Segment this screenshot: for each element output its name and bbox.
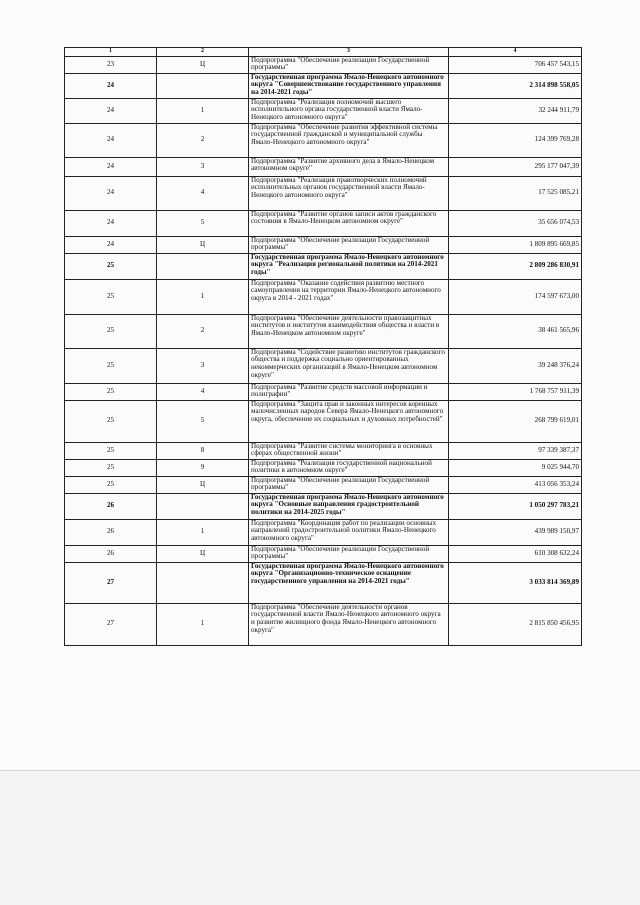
subprogram-code-cell: 3 — [157, 157, 249, 176]
program-number-cell: 25 — [65, 476, 157, 493]
table-row — [65, 562, 582, 603]
name-cell: Подпрограмма "Обеспечение реализации Государственной программы" — [249, 236, 449, 253]
program-number-cell: 26 — [65, 545, 157, 562]
name-cell: Подпрограмма "Обеспечение деятельности правозащитных институтов и институтов взаимодействия общества и власти в Ямало-Ненецком автономном округе" — [249, 314, 449, 348]
subprogram-code-cell: Ц — [157, 545, 249, 562]
amount-cell: 706 457 543,15 — [449, 56, 582, 73]
budget-table — [64, 47, 582, 646]
name-cell: Подпрограмма "Развитие органов записи актов гражданского состояния в Ямало-Ненецком автономном округе" — [249, 210, 449, 236]
subprogram-code-cell: 8 — [157, 442, 249, 459]
subprogram-code-cell: 4 — [157, 176, 249, 210]
program-number-cell: 26 — [65, 493, 157, 519]
name-cell: Подпрограмма "Обеспечение реализации Государственной программы" — [249, 56, 449, 73]
program-number-cell: 25 — [65, 279, 157, 314]
subprogram-code-cell: 2 — [157, 123, 249, 157]
subprogram-code-cell: 5 — [157, 400, 249, 442]
program-number-cell: 25 — [65, 400, 157, 442]
program-number-cell: 27 — [65, 603, 157, 645]
name-cell: Государственная программа Ямало-Ненецкого автономного округа "Реализация региональной политики на 2014-2021 годы" — [249, 253, 449, 279]
table-row — [65, 459, 582, 476]
amount-cell: 2 314 898 558,05 — [449, 73, 582, 98]
table-row — [65, 314, 582, 348]
name-cell: Подпрограмма "Содействие развитию институтов гражданского общества и поддержка социально ориентированных некоммерческих организаций в Ямало-Ненецком автономном округе" — [249, 348, 449, 383]
name-cell: Государственная программа Ямало-Ненецкого автономного округа "Совершенствование государственного управления на 2014-2021 годы" — [249, 73, 449, 98]
amount-cell: 32 244 911,79 — [449, 98, 582, 123]
table-row — [65, 545, 582, 562]
amount-cell: 97 339 387,37 — [449, 442, 582, 459]
program-number-cell: 25 — [65, 348, 157, 383]
table-row — [65, 98, 582, 123]
table-row — [65, 348, 582, 383]
amount-cell: 38 461 565,96 — [449, 314, 582, 348]
program-number-cell: 23 — [65, 56, 157, 73]
amount-cell: 295 177 047,39 — [449, 157, 582, 176]
name-cell: Подпрограмма "Реализация полномочий высшего исполнительного органа государственной власти Ямало-Ненецкого автономного округа" — [249, 98, 449, 123]
name-cell: Подпрограмма "Реализация правотворческих полномочий исполнительных органов государственной власти Ямало-Ненецкого автономного округа" — [249, 176, 449, 210]
subprogram-code-cell: 4 — [157, 383, 249, 400]
subprogram-code-cell — [157, 73, 249, 98]
subprogram-code-cell: Ц — [157, 56, 249, 73]
table-row — [65, 442, 582, 459]
table-row — [65, 383, 582, 400]
program-number-cell: 25 — [65, 442, 157, 459]
table-row — [65, 73, 582, 98]
table-row — [65, 210, 582, 236]
subprogram-code-cell: 9 — [157, 459, 249, 476]
table-row — [65, 476, 582, 493]
subprogram-code-cell: 1 — [157, 603, 249, 645]
amount-cell: 17 525 085,21 — [449, 176, 582, 210]
amount-cell: 124 399 769,28 — [449, 123, 582, 157]
name-cell: Государственная программа Ямало-Ненецкого автономного округа "Организационно-техническое оснащение государственного управления на 2014-2021 годы" — [249, 562, 449, 603]
table-row — [65, 603, 582, 645]
amount-cell: 268 799 619,01 — [449, 400, 582, 442]
header-cell: 1 — [65, 48, 157, 57]
table-row — [65, 157, 582, 176]
amount-cell: 439 989 150,97 — [449, 519, 582, 545]
subprogram-code-cell: 1 — [157, 519, 249, 545]
table-row — [65, 253, 582, 279]
table-row — [65, 56, 582, 73]
header-cell: 4 — [449, 48, 582, 57]
name-cell: Подпрограмма "Развитие архивного дела в Ямало-Ненецком автономном округе" — [249, 157, 449, 176]
table-row — [65, 236, 582, 253]
amount-cell: 413 056 353,24 — [449, 476, 582, 493]
name-cell: Подпрограмма "Развитие системы мониторинга в основных сферах общественной жизни" — [249, 442, 449, 459]
subprogram-code-cell: Ц — [157, 476, 249, 493]
program-number-cell: 24 — [65, 123, 157, 157]
amount-cell: 35 656 074,53 — [449, 210, 582, 236]
subprogram-code-cell — [157, 493, 249, 519]
subprogram-code-cell: 5 — [157, 210, 249, 236]
name-cell: Подпрограмма "Обеспечение реализации Государственной программы" — [249, 476, 449, 493]
name-cell: Подпрограмма "Обеспечение реализации Государственной программы" — [249, 545, 449, 562]
program-number-cell: 24 — [65, 157, 157, 176]
table-body — [65, 56, 582, 645]
program-number-cell: 26 — [65, 519, 157, 545]
subprogram-code-cell: 1 — [157, 98, 249, 123]
subprogram-code-cell: 3 — [157, 348, 249, 383]
table-row — [65, 493, 582, 519]
name-cell: Подпрограмма "Развитие средств массовой информации и полиграфии" — [249, 383, 449, 400]
program-number-cell: 25 — [65, 459, 157, 476]
name-cell: Подпрограмма "Координация работ по реализации основных направлений градостроительной политики Ямало-Ненецкого автономного округа" — [249, 519, 449, 545]
name-cell: Подпрограмма "Защита прав и законных интересов коренных малочисленных народов Севера Ямало-Ненецкого автономного округа, обеспечение их социальных и духовных потребностей" — [249, 400, 449, 442]
subprogram-code-cell: Ц — [157, 236, 249, 253]
program-number-cell: 24 — [65, 73, 157, 98]
program-number-cell: 25 — [65, 253, 157, 279]
header-cell: 3 — [249, 48, 449, 57]
program-number-cell: 25 — [65, 383, 157, 400]
program-number-cell: 24 — [65, 210, 157, 236]
page-edge — [0, 770, 640, 771]
subprogram-code-cell — [157, 253, 249, 279]
subprogram-code-cell: 2 — [157, 314, 249, 348]
amount-cell: 2 809 286 830,91 — [449, 253, 582, 279]
program-number-cell: 27 — [65, 562, 157, 603]
amount-cell: 610 308 632,24 — [449, 545, 582, 562]
name-cell: Государственная программа Ямало-Ненецкого автономного округа "Основные направления градостроительной политики на 2014-2025 годы" — [249, 493, 449, 519]
header-cell: 2 — [157, 48, 249, 57]
program-number-cell: 24 — [65, 176, 157, 210]
amount-cell: 2 815 850 456,95 — [449, 603, 582, 645]
table-row — [65, 123, 582, 157]
amount-cell: 174 597 673,00 — [449, 279, 582, 314]
amount-cell: 1 768 757 911,39 — [449, 383, 582, 400]
name-cell: Подпрограмма "Обеспечение деятельности органов государственной власти Ямало-Ненецкого автономного округа и развитие жилищного фонда Ямало-Ненецкого автономного округа" — [249, 603, 449, 645]
table-row — [65, 176, 582, 210]
table-row — [65, 400, 582, 442]
amount-cell: 1 050 297 783,21 — [449, 493, 582, 519]
amount-cell: 39 248 376,24 — [449, 348, 582, 383]
amount-cell: 1 809 895 669,85 — [449, 236, 582, 253]
program-number-cell: 25 — [65, 314, 157, 348]
name-cell: Подпрограмма "Оказание содействия развитию местного самоуправления на территории Ямало-Ненецкого автономного округа в 2014 - 2021 годах" — [249, 279, 449, 314]
name-cell: Подпрограмма "Реализация государственной национальной политики в автономном округе" — [249, 459, 449, 476]
header-row — [65, 48, 582, 57]
amount-cell: 9 025 944,70 — [449, 459, 582, 476]
table-row — [65, 279, 582, 314]
program-number-cell: 24 — [65, 98, 157, 123]
amount-cell: 3 033 814 369,89 — [449, 562, 582, 603]
subprogram-code-cell — [157, 562, 249, 603]
table-row — [65, 519, 582, 545]
subprogram-code-cell: 1 — [157, 279, 249, 314]
name-cell: Подпрограмма "Обеспечение развития эффективной системы государственной гражданской и муниципальной службы Ямало-Ненецкого автономного округа" — [249, 123, 449, 157]
program-number-cell: 24 — [65, 236, 157, 253]
